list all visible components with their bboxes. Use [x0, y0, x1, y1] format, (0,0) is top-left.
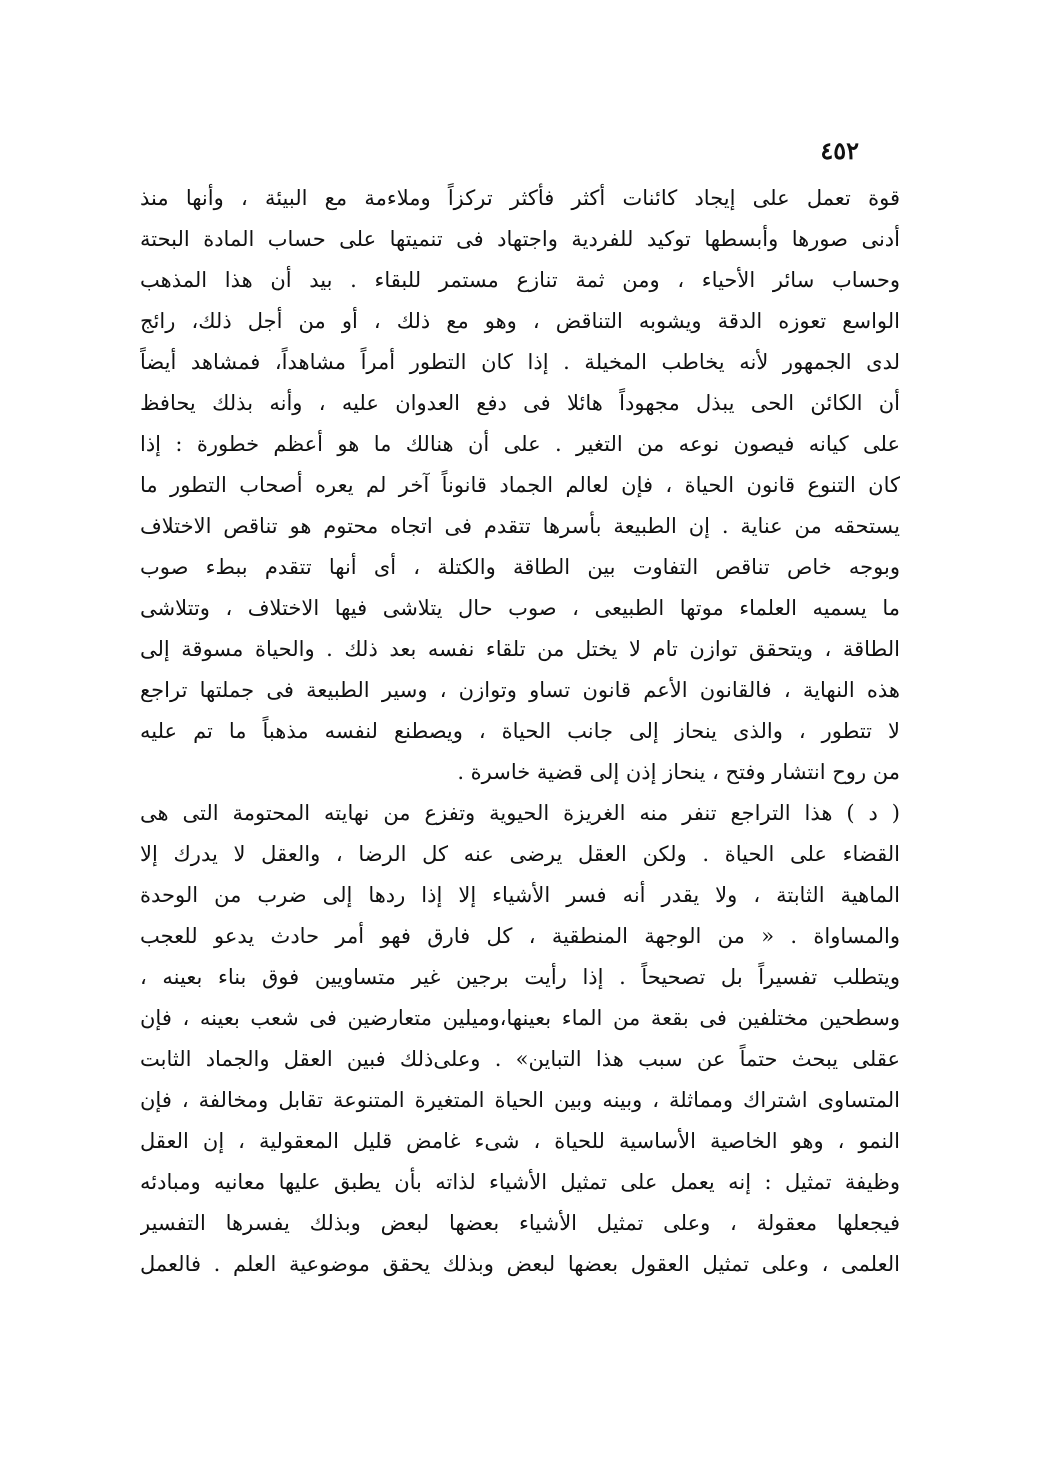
text-line: فيجعلها معقولة ، وعلى تمثيل الأشياء بعضها لبعض وبذلك يفسرها التفسير	[140, 1211, 900, 1235]
text-line: من روح انتشار وفتح ، ينحاز إذن إلى قضية خاسرة .	[457, 760, 900, 784]
text-line: لا تتطور ، والذى ينحاز إلى جانب الحياة ، ويصطنع لنفسه مذهباً ما تم عليه	[140, 719, 900, 743]
text-line: القضاء على الحياة . ولكن العقل يرضى عنه كل الرضا ، والعقل لا يدرك إلا	[140, 842, 900, 866]
text-line: الطاقة ، ويتحقق توازن تام لا يختل من تلقاء نفسه بعد ذلك . والحياة مسوقة إلى	[140, 637, 900, 661]
text-line: هذه النهاية ، فالقانون الأعم قانون تساو وتوازن ، وسير الطبيعة فى جملتها تراجع	[140, 678, 900, 702]
text-line: عقلى يبحث حتماً عن سبب هذا التباين» . وعلى‌ذلك فبين العقل والجماد الثابت	[140, 1047, 900, 1071]
text-line: يستحقه من عناية . إن الطبيعة بأسرها تتقدم فى اتجاه محتوم هو تناقص الاختلاف	[140, 514, 900, 538]
text-line: قوة تعمل على إيجاد كائنات أكثر فأكثر تركزاً وملاءمة مع البيئة ، وأنها منذ	[140, 186, 900, 210]
text-line: وبوجه خاص تناقص التفاوت بين الطاقة والكتلة ، أى أنها تتقدم ببطء صوب	[140, 555, 900, 579]
text-line: العلمى ، وعلى تمثيل العقول بعضها لبعض وبذلك يحقق موضوعية العلم . فالعمل	[140, 1252, 900, 1276]
text-line: المتساوى اشتراك ومماثلة ، وبينه وبين الحياة المتغيرة المتنوعة تقابل ومخالفة ، فإن	[140, 1088, 900, 1112]
text-line: لدى الجمهور لأنه يخاطب المخيلة . إذا كان التطور أمراً مشاهداً، فمشاهد أيضاً	[140, 350, 900, 374]
text-line: وظيفة تمثيل : إنه يعمل على تمثيل الأشياء لذاته بأن يطبق عليها معانيه ومبادئه	[140, 1170, 900, 1194]
page-number: ٤٥٢	[820, 136, 859, 165]
text-line: ما يسميه العلماء موتها الطبيعى ، صوب حال يتلاشى فيها الاختلاف ، وتتلاشى	[140, 596, 900, 620]
text-line: ( د ) هذا التراجع تنفر منه الغريزة الحيوية وتفزع من نهايته المحتومة التى هى	[140, 801, 900, 825]
text-line: الواسع تعوزه الدقة ويشوبه التناقض ، وهو مع ذلك ، أو من أجل ذلك، رائج	[140, 309, 900, 333]
text-line: والمساواة . « من الوجهة المنطقية ، كل فارق فهو أمر حادث يدعو للعجب	[140, 924, 900, 948]
paragraph-2	[140, 793, 900, 1285]
body-text	[140, 178, 900, 1285]
text-line: كان التنوع قانون الحياة ، فإن لعالم الجماد قانوناً آخر لم يعره أصحاب التطور ما	[140, 473, 900, 497]
text-line: النمو ، وهو الخاصية الأساسية للحياة ، شىء غامض قليل المعقولية ، إن العقل	[140, 1129, 900, 1153]
text-line: أدنى صورها وأبسطها توكيد للفردية واجتهاد فى تنميتها على حساب المادة البحتة	[140, 227, 900, 251]
text-line: وسطحين مختلفين فى بقعة من الماء بعينها،وميلين متعارضين فى شعب بعينه ، فإن	[140, 1006, 900, 1030]
text-line: ويتطلب تفسيراً بل تصحيحاً . إذا رأيت برجين غير متساويين فوق بناء بعينه ،	[140, 965, 900, 989]
text-line: وحساب سائر الأحياء ، ومن ثمة تنازع مستمر للبقاء . بيد أن هذا المذهب	[140, 268, 900, 292]
text-line: الماهية الثابتة ، ولا يقدر أنه فسر الأشياء إلا إذا ردها إلى ضرب من الوحدة	[140, 883, 900, 907]
text-line: أن الكائن الحى يبذل مجهوداً هائلا فى دفع العدوان عليه ، وأنه بذلك يحافظ	[140, 391, 900, 415]
paragraph-1	[140, 178, 900, 793]
text-line: على كيانه فيصون نوعه من التغير . على أن هنالك ما هو أعظم خطورة : إذا	[140, 432, 900, 456]
